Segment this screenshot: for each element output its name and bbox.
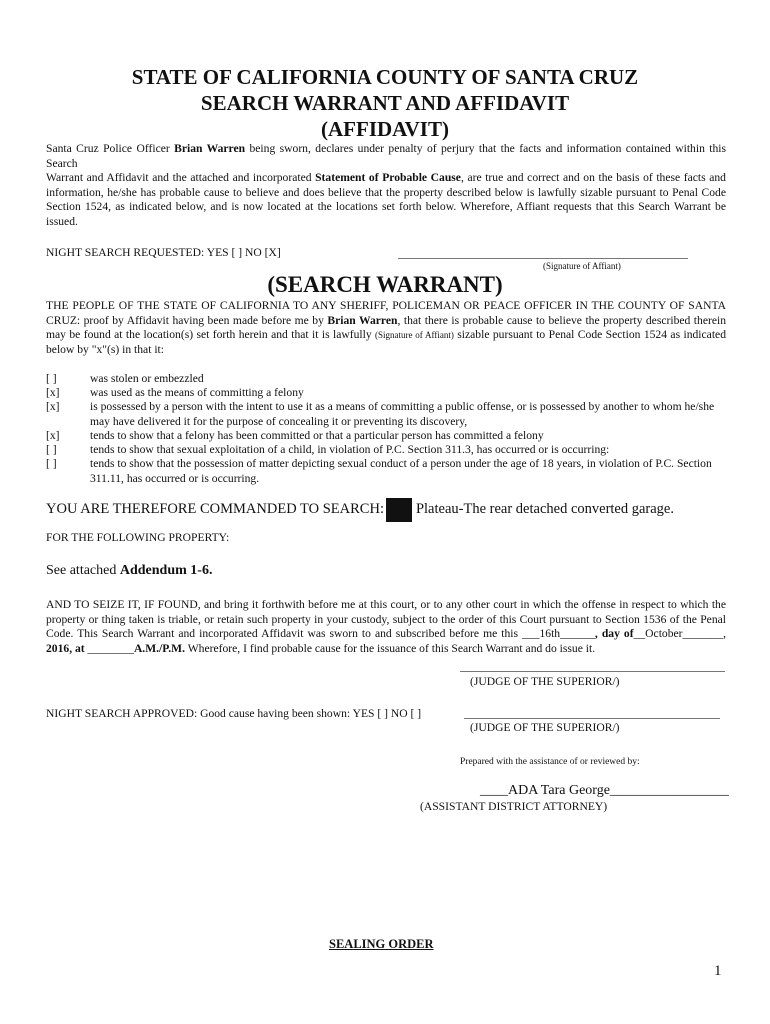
checkbox-mark: [ ]	[46, 372, 57, 385]
checkbox-mark: [ ]	[46, 457, 57, 470]
statement-of-probable-cause: Statement of Probable Cause	[315, 171, 461, 185]
checklist-item: [ ] tends to show that the possession of matter depicting sexual conduct of a person under the age of 18 years, in violation of P.C. Section 311.11, has occurred or is occurring.	[46, 457, 712, 485]
night-search-requested: NIGHT SEARCH REQUESTED: YES [ ] NO [X]	[46, 246, 281, 259]
checkbox-mark: [x]	[46, 400, 60, 413]
warrant-officer-name: Brian Warren	[327, 313, 398, 327]
judge-signature-line	[460, 671, 725, 672]
document-title-warrant: SEARCH WARRANT AND AFFIDAVIT	[200, 91, 570, 115]
property-label: FOR THE FOLLOWING PROPERTY:	[46, 531, 230, 544]
ada-label: (ASSISTANT DISTRICT ATTORNEY)	[420, 800, 608, 813]
affiant-signature-label: (Signature of Affiant)	[543, 261, 621, 271]
prepared-note: Prepared with the assistance of or reviewed by:	[460, 757, 640, 767]
addendum-reference: Addendum 1-6.	[119, 563, 213, 578]
checkbox-mark: [x]	[46, 386, 60, 399]
inline-signature-label: (Signature of Affiant)	[375, 330, 454, 341]
checkbox-mark: [ ]	[46, 443, 57, 456]
officer-name: Brian Warren	[174, 142, 246, 155]
sealing-order-heading: SEALING ORDER	[329, 937, 434, 951]
judge-label: (JUDGE OF THE SUPERIOR/)	[470, 675, 620, 688]
judge-label-2: (JUDGE OF THE SUPERIOR/)	[470, 721, 620, 734]
search-command	[46, 496, 674, 522]
checklist-item: [x] tends to show that a felony has been committed or that a particular person has committed a felony	[46, 429, 544, 442]
checklist-item: [x] is possessed by a person with the intent to use it as a means of committing a public offense, or is possessed by another to whom he/she may have delivered it for the purpose of concealing it or preventing its discovery,	[46, 400, 715, 428]
checklist-item: [ ] tends to show that sexual exploitation of a child, in violation of P.C. Section 311.3, has occurred or is occurring:	[46, 443, 610, 456]
attached-addendum: See attached Addendum 1-6.	[46, 563, 213, 578]
affidavit-paragraph	[46, 142, 726, 230]
section-heading-search-warrant: (SEARCH WARRANT)	[267, 272, 503, 297]
checkbox-mark: [x]	[46, 429, 60, 442]
affidavit-line-2: Warrant and Affidavit and the attached and incorporated Statement of Probable Cause, are true and correct and on the basis of these facts and information, he/she has probable cause to believe and does believe that the property described below is lawfully sizable pursuant to Penal Code Section 1524, as indicated below, and is now located at the locations set forth below. Wherefore, Affiant requests that this Search Warrant be issued.	[46, 171, 726, 228]
seize-paragraph: AND TO SEIZE IT, IF FOUND, and bring it forthwith before me at this court, or to any other court in which the offense in respect to which the property or thing taken is triable, or retain such property in your custody, subject to the order of this Court pursuant to Section 1536 of the Penal Code. This Search Warrant and incorporated Affidavit was sworn to and subscribed before me this ___16th______, day of__October_______, 2016, at ________A.M./P.M. Wherefore, I find probable cause for the issuance of this Search Warrant and do issue it.	[46, 598, 726, 655]
checklist-item: [ ] was stolen or embezzled	[46, 372, 204, 385]
affiant-signature-line	[398, 258, 688, 259]
page-number: 1	[714, 963, 722, 979]
document-title-state: STATE OF CALIFORNIA COUNTY OF SANTA CRUZ	[131, 65, 639, 89]
night-search-approved: NIGHT SEARCH APPROVED: Good cause having been shown: YES [ ] NO [ ]	[46, 707, 422, 720]
warrant-paragraph: THE PEOPLE OF THE STATE OF CALIFORNIA TO ANY SHERIFF, POLICEMAN OR PEACE OFFICER IN THE COUNTY OF SANTA CRUZ: proof by Affidavit having been made before me by Brian Warren, that there is probable cause to believe the property described therein may be found at the location(s) set forth herein and that it is lawfully (Signature of Affiant) sizable pursuant to Penal Code Section 1524 as indicated below by "x"(s) in that it:	[46, 299, 726, 356]
judge-signature-line-2	[464, 718, 720, 719]
affidavit-line-1: Santa Cruz Police Officer Brian Warren being sworn, declares under penalty of perjury that the facts and information contained within this Search	[46, 142, 727, 170]
command-label: YOU ARE THEREFORE COMMANDED TO SEARCH:	[46, 501, 384, 517]
checklist-item: [x] was used as the means of committing a felony	[46, 386, 304, 399]
ada-name: ____ADA Tara George_________________	[480, 783, 729, 798]
search-location: Plateau-The rear detached converted garage.	[415, 501, 674, 517]
redaction-block	[386, 498, 412, 522]
section-heading-affidavit: (AFFIDAVIT)	[321, 117, 449, 141]
